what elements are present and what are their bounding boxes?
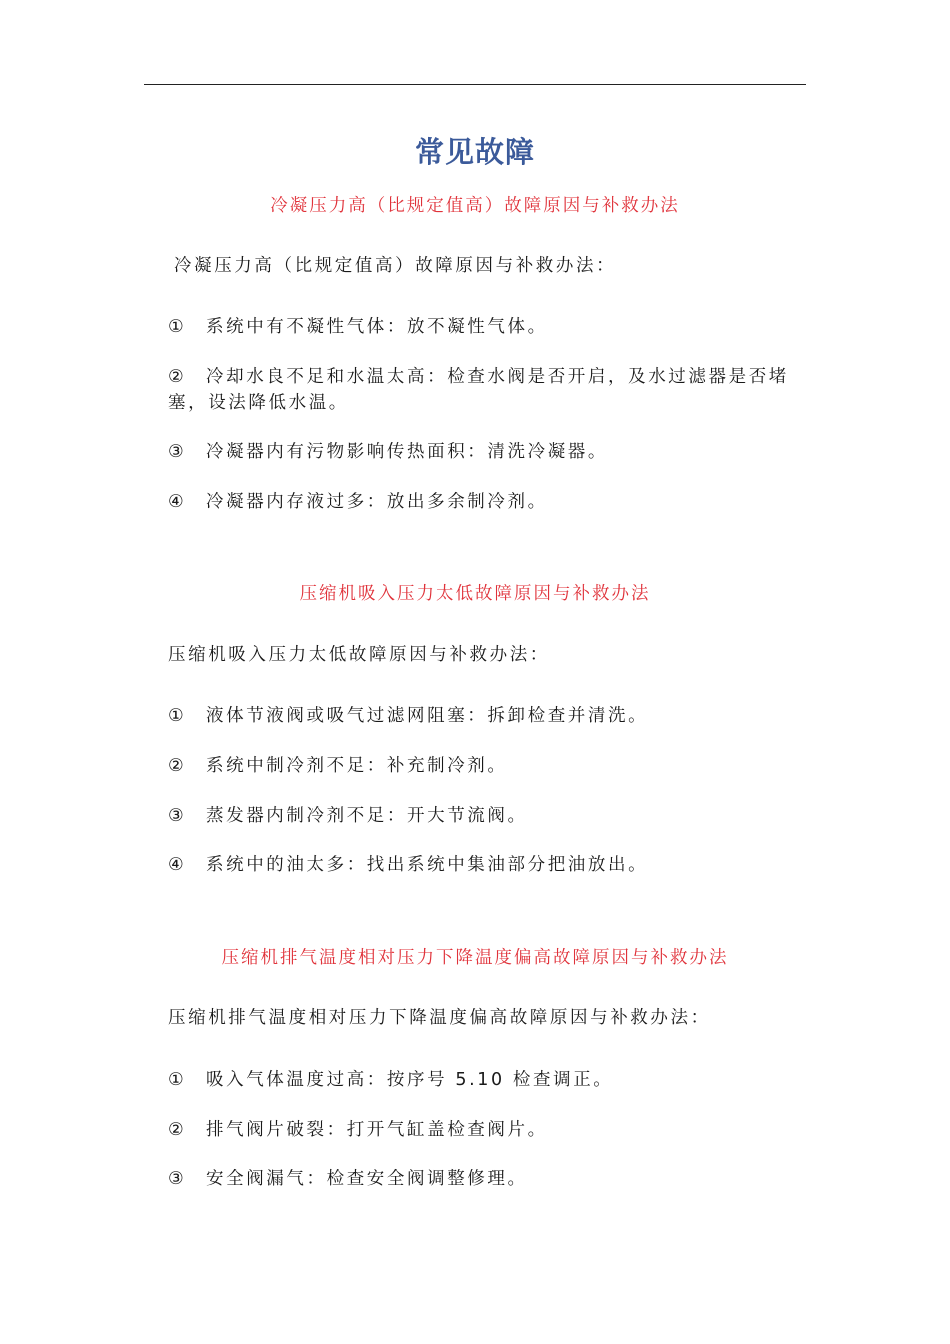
item-number: ② bbox=[168, 367, 184, 387]
item-text: 系统中制冷剂不足：补充制冷剂。 bbox=[206, 756, 508, 776]
item-text: 蒸发器内制冷剂不足：开大节流阀。 bbox=[206, 806, 528, 826]
item-text: 冷凝器内存液过多：放出多余制冷剂。 bbox=[206, 492, 548, 512]
item-text: 排气阀片破裂：打开气缸盖检查阀片。 bbox=[206, 1120, 548, 1140]
list-item bbox=[168, 753, 793, 779]
list-item bbox=[168, 852, 793, 878]
list-item bbox=[168, 1067, 793, 1093]
item-text: 液体节液阀或吸气过滤网阻塞：拆卸检查并清洗。 bbox=[206, 706, 649, 726]
list-item bbox=[168, 364, 793, 416]
section-heading-suction-pressure: 压缩机吸入压力太低故障原因与补救办法 bbox=[299, 584, 651, 604]
document-title: 常见故障 bbox=[414, 135, 535, 169]
item-text: 冷却水良不足和水温太高：检查水阀是否开启，及水过滤器是否堵塞，设法降低水温。 bbox=[168, 367, 789, 413]
item-number: ④ bbox=[168, 492, 184, 512]
item-text: 安全阀漏气：检查安全阀调整修理。 bbox=[206, 1169, 528, 1189]
list-item bbox=[168, 1117, 793, 1143]
section-intro-suction-pressure: 压缩机吸入压力太低故障原因与补救办法： bbox=[168, 645, 550, 665]
section-intro-discharge-temperature: 压缩机排气温度相对压力下降温度偏高故障原因与补救办法： bbox=[168, 1008, 711, 1028]
item-number: ③ bbox=[168, 442, 184, 462]
item-text: 吸入气体温度过高：按序号 5.10 检查调正。 bbox=[206, 1070, 614, 1090]
section-intro-condensing-pressure: 冷凝压力高（比规定值高）故障原因与补救办法： bbox=[174, 256, 617, 276]
item-number: ① bbox=[168, 317, 184, 337]
item-number: ① bbox=[168, 1070, 184, 1090]
list-item bbox=[168, 439, 793, 465]
list-item bbox=[168, 314, 793, 340]
list-item bbox=[168, 703, 793, 729]
section-heading-condensing-pressure: 冷凝压力高（比规定值高）故障原因与补救办法 bbox=[270, 196, 680, 216]
header-rule bbox=[144, 84, 806, 85]
item-number: ④ bbox=[168, 855, 184, 875]
item-text: 系统中有不凝性气体：放不凝性气体。 bbox=[206, 317, 548, 337]
section-heading-discharge-temperature: 压缩机排气温度相对压力下降温度偏高故障原因与补救办法 bbox=[221, 948, 729, 968]
list-item bbox=[168, 1166, 793, 1192]
list-item bbox=[168, 489, 793, 515]
item-text: 系统中的油太多：找出系统中集油部分把油放出。 bbox=[206, 855, 649, 875]
item-number: ② bbox=[168, 756, 184, 776]
item-number: ③ bbox=[168, 1169, 184, 1189]
item-number: ① bbox=[168, 706, 184, 726]
list-item bbox=[168, 803, 793, 829]
item-number: ② bbox=[168, 1120, 184, 1140]
item-text: 冷凝器内有污物影响传热面积：清洗冷凝器。 bbox=[206, 442, 608, 462]
item-number: ③ bbox=[168, 806, 184, 826]
